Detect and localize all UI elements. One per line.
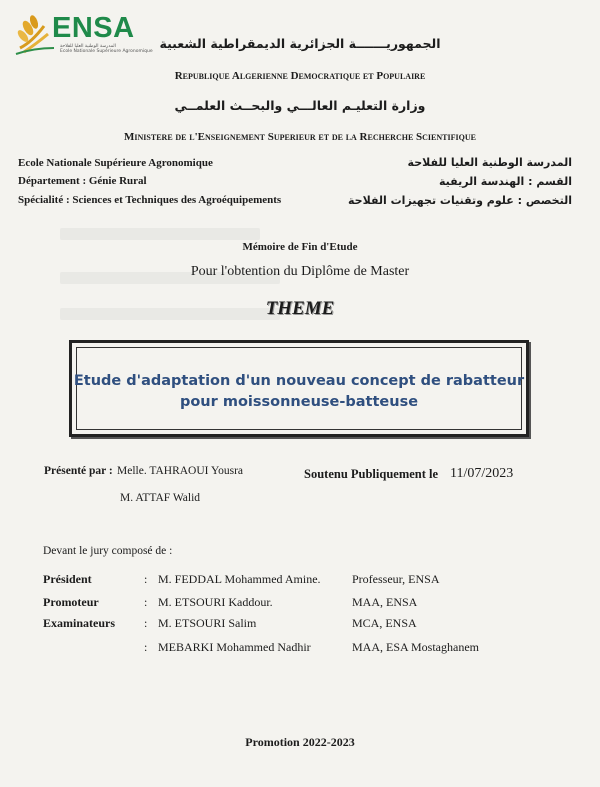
republic-french: Republique Algerienne Democratique et Populaire (174, 70, 426, 82)
jury-separator: : (144, 595, 148, 609)
jury-separator: : (144, 616, 148, 630)
school-name-ar: المدرسة الوطنية العليا للفلاحة (407, 156, 572, 169)
jury-name: M. ETSOURI Salim (158, 616, 257, 630)
department: Département : Génie Rural (18, 175, 147, 187)
jury-name: M. ETSOURI Kaddour. (158, 595, 273, 609)
thesis-title (72, 371, 526, 413)
department-ar: القسم : الهندسة الريفية (439, 175, 572, 188)
jury-title: MAA, ENSA (352, 595, 418, 609)
student-2: M. ATTAF Walid (120, 492, 201, 504)
jury-intro: Devant le jury composé de : (43, 545, 173, 557)
theme-label: THEME (265, 298, 335, 319)
logo-subtitle-ar: المدرسة الوطنية العليا للفلاحة (60, 44, 116, 49)
theme-box (69, 340, 529, 437)
speciality-ar: التخصص : علوم وتقنيات تجهيزات الفلاحة (348, 194, 572, 207)
school-name: Ecole Nationale Supérieure Agronomique (18, 157, 213, 169)
logo-subtitle-fr: Ecole Nationale Supérieure Agronomique (60, 49, 153, 54)
student-1: Melle. TAHRAOUI Yousra (117, 465, 244, 477)
jury-role: Examinateurs (43, 616, 115, 630)
thesis-title-line1: Etude d'adaptation d'un nouveau concept de rabatteur (73, 373, 525, 389)
republic-arabic: الجمهوريـــــــة الجزائرية الديمقراطية الشعبية (159, 36, 441, 51)
presented-label: Présenté par : (44, 465, 113, 477)
ministry-french: Ministere de l'Enseignement Superieur et de la Recherche Scientifique (124, 131, 476, 143)
jury-separator: : (144, 640, 148, 654)
defense-label: Soutenu Publiquement le (304, 467, 439, 481)
speciality: Spécialité : Sciences et Techniques des Agroéquipements (18, 194, 282, 206)
logo-text: ENSA (52, 12, 135, 44)
jury-role: Président (43, 572, 92, 586)
jury-separator: : (144, 572, 148, 586)
jury-name: M. FEDDAL Mohammed Amine. (158, 572, 321, 586)
jury-title: MAA, ESA Mostaghanem (352, 640, 479, 654)
ministry-arabic: وزارة التعليـم العالـــي والبحــث العلمــي (174, 98, 426, 113)
promotion: Promotion 2022-2023 (245, 735, 355, 749)
jury-title: Professeur, ENSA (352, 572, 440, 586)
jury-name: MEBARKI Mohammed Nadhir (158, 640, 311, 654)
jury-title: MCA, ENSA (352, 616, 417, 630)
paper-mark (60, 228, 260, 240)
defense-date: 11/07/2023 (450, 466, 514, 481)
thesis-title-line2: pour moissonneuse-batteuse (179, 394, 419, 410)
memoire-purpose: Pour l'obtention du Diplôme de Master (190, 264, 410, 279)
jury-role: Promoteur (43, 595, 99, 609)
memoire-type: Mémoire de Fin d'Etude (242, 241, 358, 253)
